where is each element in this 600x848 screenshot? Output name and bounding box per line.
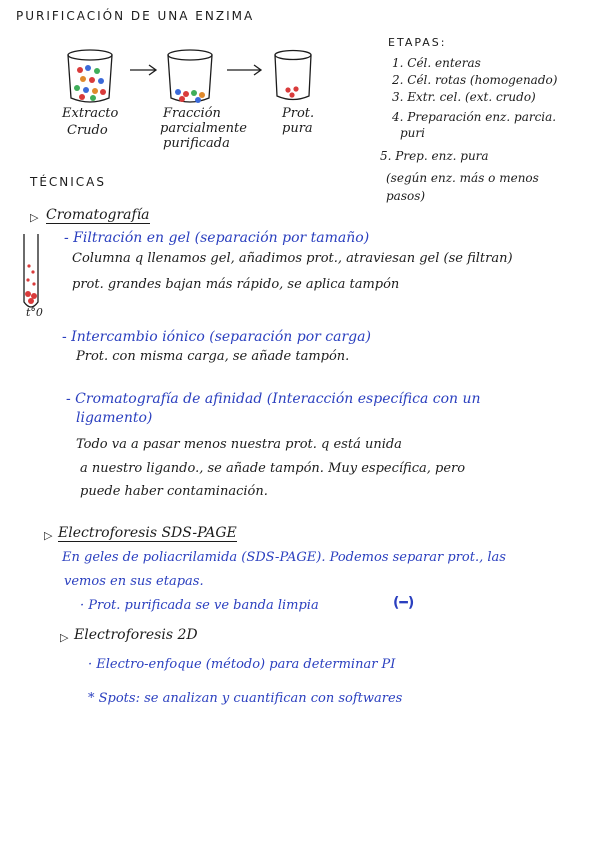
etapa-note-2: pasos)	[386, 189, 426, 203]
label-partial-2: parcialmente	[160, 121, 247, 136]
label-partial-3: purificada	[163, 136, 230, 151]
electroforesis-line-1: En geles de poliacrilamida (SDS-PAGE). Podemos separar prot., las	[62, 550, 506, 565]
electroforesis-line-3: · Prot. purificada se ve banda limpia	[80, 598, 319, 613]
clean-band-symbol: (━)	[393, 595, 415, 611]
afinidad-title-2: ligamento)	[76, 410, 153, 426]
electroforesis-2d-line-1: · Electro-enfoque (método) para determinar PI	[88, 657, 396, 672]
etapa-4-cont: puri	[400, 126, 425, 140]
page-title: PURIFICACIÓN DE UNA ENZIMA	[16, 9, 255, 23]
intercambio-line-1: Prot. con misma carga, se añade tampón.	[76, 349, 350, 364]
electroforesis-title: Electroforesis SDS-PAGE	[58, 525, 237, 541]
tube-label: t°0	[26, 306, 43, 319]
bullet-triangle-icon: ▷	[30, 211, 39, 224]
etapas-heading: ETAPAS:	[388, 36, 447, 49]
label-crude-2: Crudo	[67, 123, 108, 138]
arrow-2	[227, 65, 261, 75]
afinidad-title-1: - Cromatografía de afinidad (Interacción específica con un	[66, 391, 481, 407]
bullet-triangle-icon: ▷	[60, 631, 69, 644]
label-crude-1: Extracto	[62, 106, 119, 121]
afinidad-line-3: puede haber contaminación.	[80, 484, 268, 499]
electroforesis-line-2: vemos en sus etapas.	[64, 574, 204, 589]
container-pure-protein	[275, 51, 311, 100]
label-pure-1: Prot.	[282, 106, 315, 121]
etapa-2: 2. Cél. rotas (homogenado)	[392, 73, 558, 87]
etapa-3: 3. Extr. cel. (ext. crudo)	[392, 90, 536, 104]
etapa-note-1: (según enz. más o menos	[386, 171, 539, 185]
electroforesis-2d-line-2: * Spots: se analizan y cuantifican con softwares	[88, 691, 403, 706]
container-crude-extract	[68, 50, 112, 102]
tecnicas-heading: TÉCNICAS	[30, 175, 107, 189]
etapa-5: 5. Prep. enz. pura	[380, 149, 489, 163]
label-pure-2: pura	[282, 121, 313, 136]
afinidad-line-2: a nuestro ligando., se añade tampón. Muy específica, pero	[80, 461, 466, 476]
bullet-triangle-icon: ▷	[44, 529, 53, 542]
intercambio-title: - Intercambio iónico (separación por carga)	[62, 329, 371, 345]
label-partial-1: Fracción	[163, 106, 221, 121]
etapa-1: 1. Cél. enteras	[392, 56, 481, 70]
electroforesis-2d-title: Electroforesis 2D	[74, 627, 198, 643]
filtracion-title: - Filtración en gel (separación por tamaño)	[64, 230, 370, 246]
cromatografia-title: Cromatografía	[46, 207, 150, 223]
container-partial-fraction	[168, 50, 212, 103]
afinidad-line-1: Todo va a pasar menos nuestra prot. q está unida	[76, 437, 402, 452]
arrow-1	[130, 65, 156, 75]
filtracion-line-1: Columna q llenamos gel, añadimos prot., atraviesan gel (se filtran)	[72, 251, 513, 266]
etapa-4: 4. Preparación enz. parcia.	[392, 110, 557, 124]
filtracion-line-2: prot. grandes bajan más rápido, se aplica tampón	[72, 277, 400, 292]
